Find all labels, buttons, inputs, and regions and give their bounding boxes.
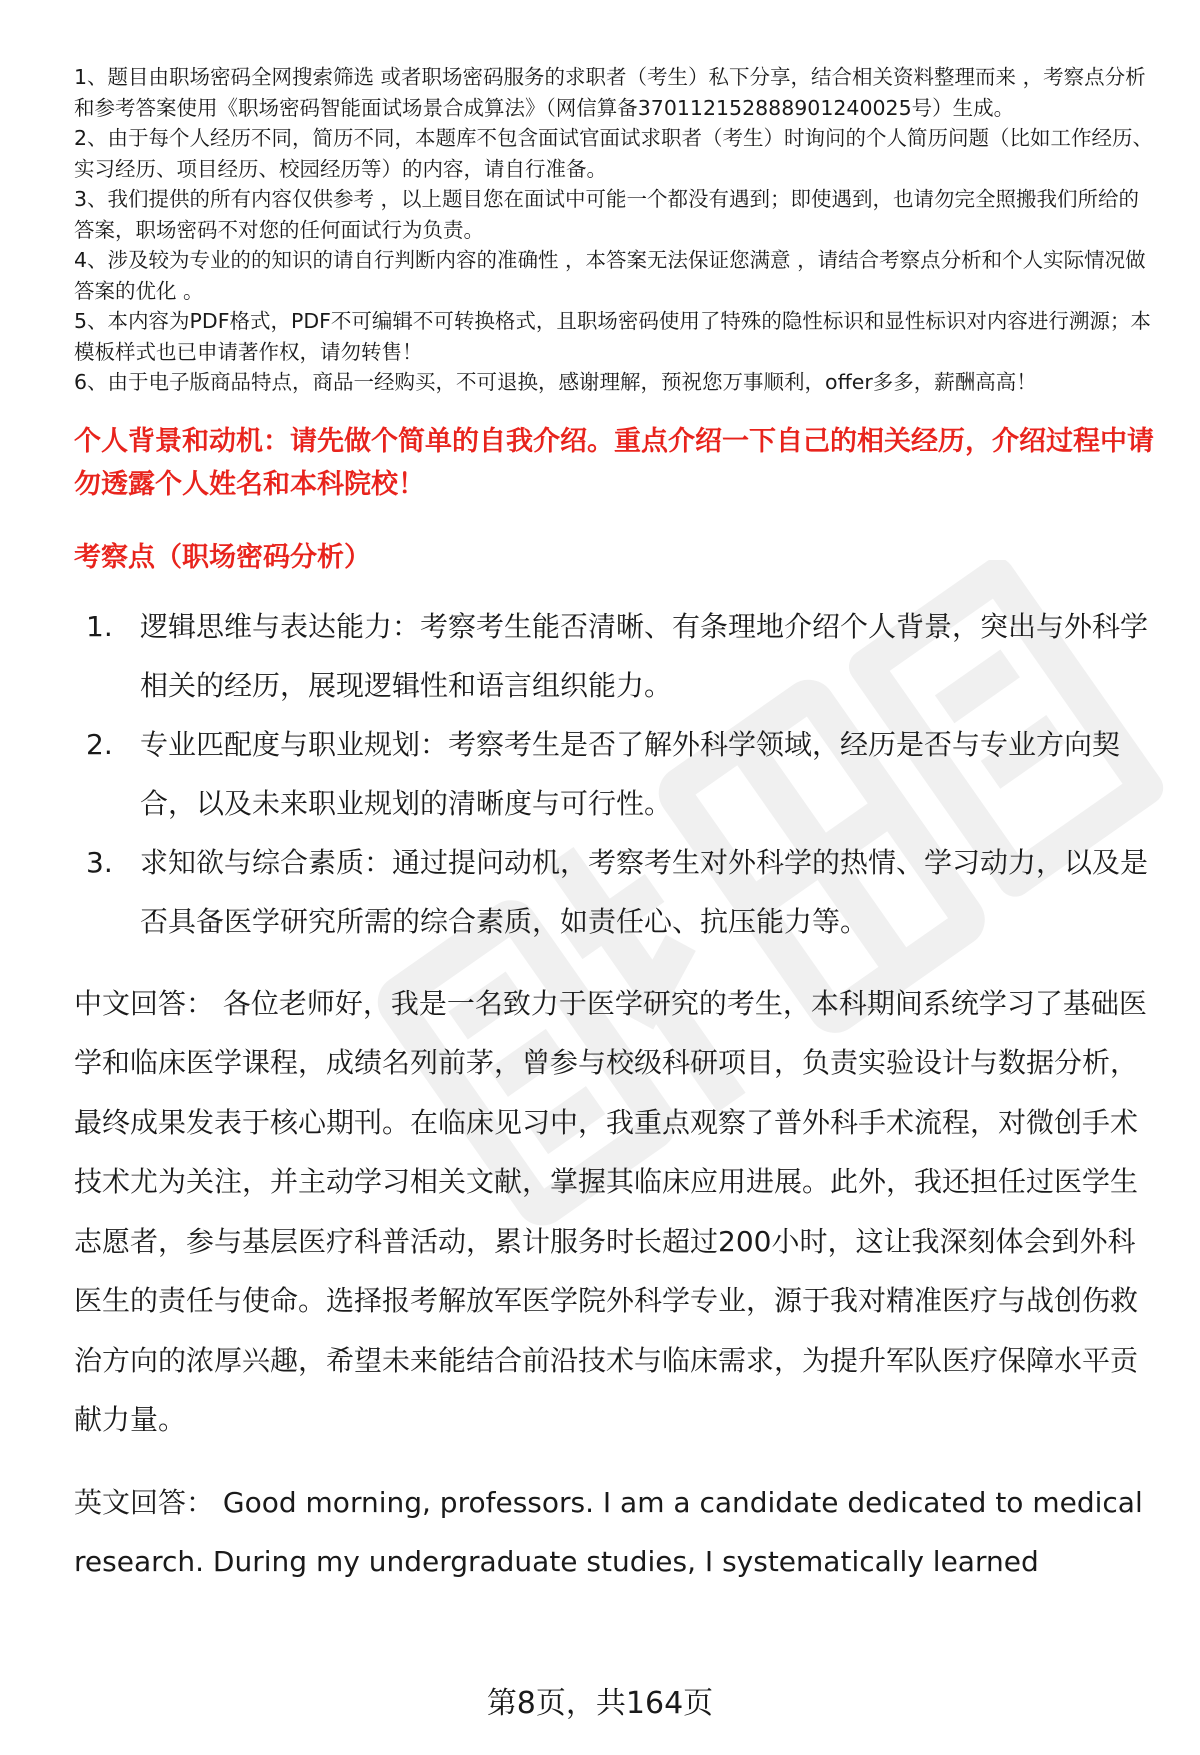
list-number: 3.: [86, 845, 113, 879]
list-number: 2.: [86, 727, 113, 761]
list-number: 1.: [86, 609, 113, 643]
english-answer: 英文回答： Good morning, professors. I am a candidate dedicated to medical research. During my undergraduate studies, I systematically learned: [74, 1485, 1143, 1578]
note-item: 6、由于电子版商品特点，商品一经购买，不可退换，感谢理解，预祝您万事顺利，offer多多，薪酬高高！: [74, 370, 1037, 394]
note-item: 2、由于每个人经历不同，简历不同，本题库不包含面试官面试求职者（考生）时询问的个人简历问题（比如工作经历、实习经历、项目经历、校园经历等）的内容，请自行准备。: [74, 126, 1154, 181]
list-item: [74, 597, 1154, 715]
list-item: [74, 833, 1154, 951]
list-text: 逻辑思维与表达能力：考察考生能否清晰、有条理地介绍个人背景，突出与外科学相关的经历，展现逻辑性和语言组织能力。: [140, 609, 1149, 702]
section-title: 考察点（职场密码分析）: [74, 541, 371, 573]
list-text: 专业匹配度与职业规划：考察考生是否了解外科学领域，经历是否与专业方向契合，以及未来职业规划的清晰度与可行性。: [140, 727, 1121, 820]
note-item: 4、涉及较为专业的的知识的请自行判断内容的准确性 ，本答案无法保证您满意 ，请结合考察点分析和个人实际情况做答案的优化 。: [74, 248, 1146, 303]
disclaimer-notes: [74, 62, 1154, 398]
note-item: 3、我们提供的所有内容仅供参考 ，以上题目您在面试中可能一个都没有遇到；即使遇到，也请勿完全照搬我们所给的答案，职场密码不对您的任何面试行为负责。: [74, 187, 1140, 242]
chinese-answer: 中文回答： 各位老师好，我是一名致力于医学研究的考生，本科期间系统学习了基础医学和临床医学课程，成绩名列前茅，曾参与校级科研项目，负责实验设计与数据分析，最终成果发表于核心期刊。在临床见习中，我重点观察了普外科手术流程，对微创手术技术尤为关注，并主动学习相关文献，掌握其临床应用进展。此外，我还担任过医学生志愿者，参与基层医疗科普活动，累计服务时长超过200小时，这让我深刻体会到外科医生的责任与使命。选择报考解放军医学院外科学专业，源于我对精准医疗与战创伤救治方向的浓厚兴趣，希望未来能结合前沿技术与临床需求，为提升军队医疗保障水平贡献力量。: [74, 986, 1147, 1436]
document-page: [74, 62, 1154, 1592]
list-text: 求知欲与综合素质：通过提问动机，考察考生对外科学的热情、学习动力，以及是否具备医学研究所需的综合素质，如责任心、抗压能力等。: [140, 845, 1149, 938]
list-item: [74, 715, 1154, 833]
question-heading: 个人背景和动机：请先做个简单的自我介绍。重点介绍一下自己的相关经历，介绍过程中请勿透露个人姓名和本科院校！: [74, 425, 1154, 500]
page-number: 第8页，共164页: [486, 1686, 714, 1721]
note-item: 5、本内容为PDF格式，PDF不可编辑不可转换格式，且职场密码使用了特殊的隐性标识和显性标识对内容进行溯源；本模板样式也已申请著作权，请勿转售！: [74, 309, 1151, 364]
note-item: 1、题目由职场密码全网搜索筛选 或者职场密码服务的求职者（考生）私下分享，结合相关资料整理而来 ，考察点分析和参考答案使用《职场密码智能面试场景合成算法》（网信算备370112152888901240025号）生成。: [74, 65, 1146, 120]
assessment-points: [74, 597, 1154, 951]
